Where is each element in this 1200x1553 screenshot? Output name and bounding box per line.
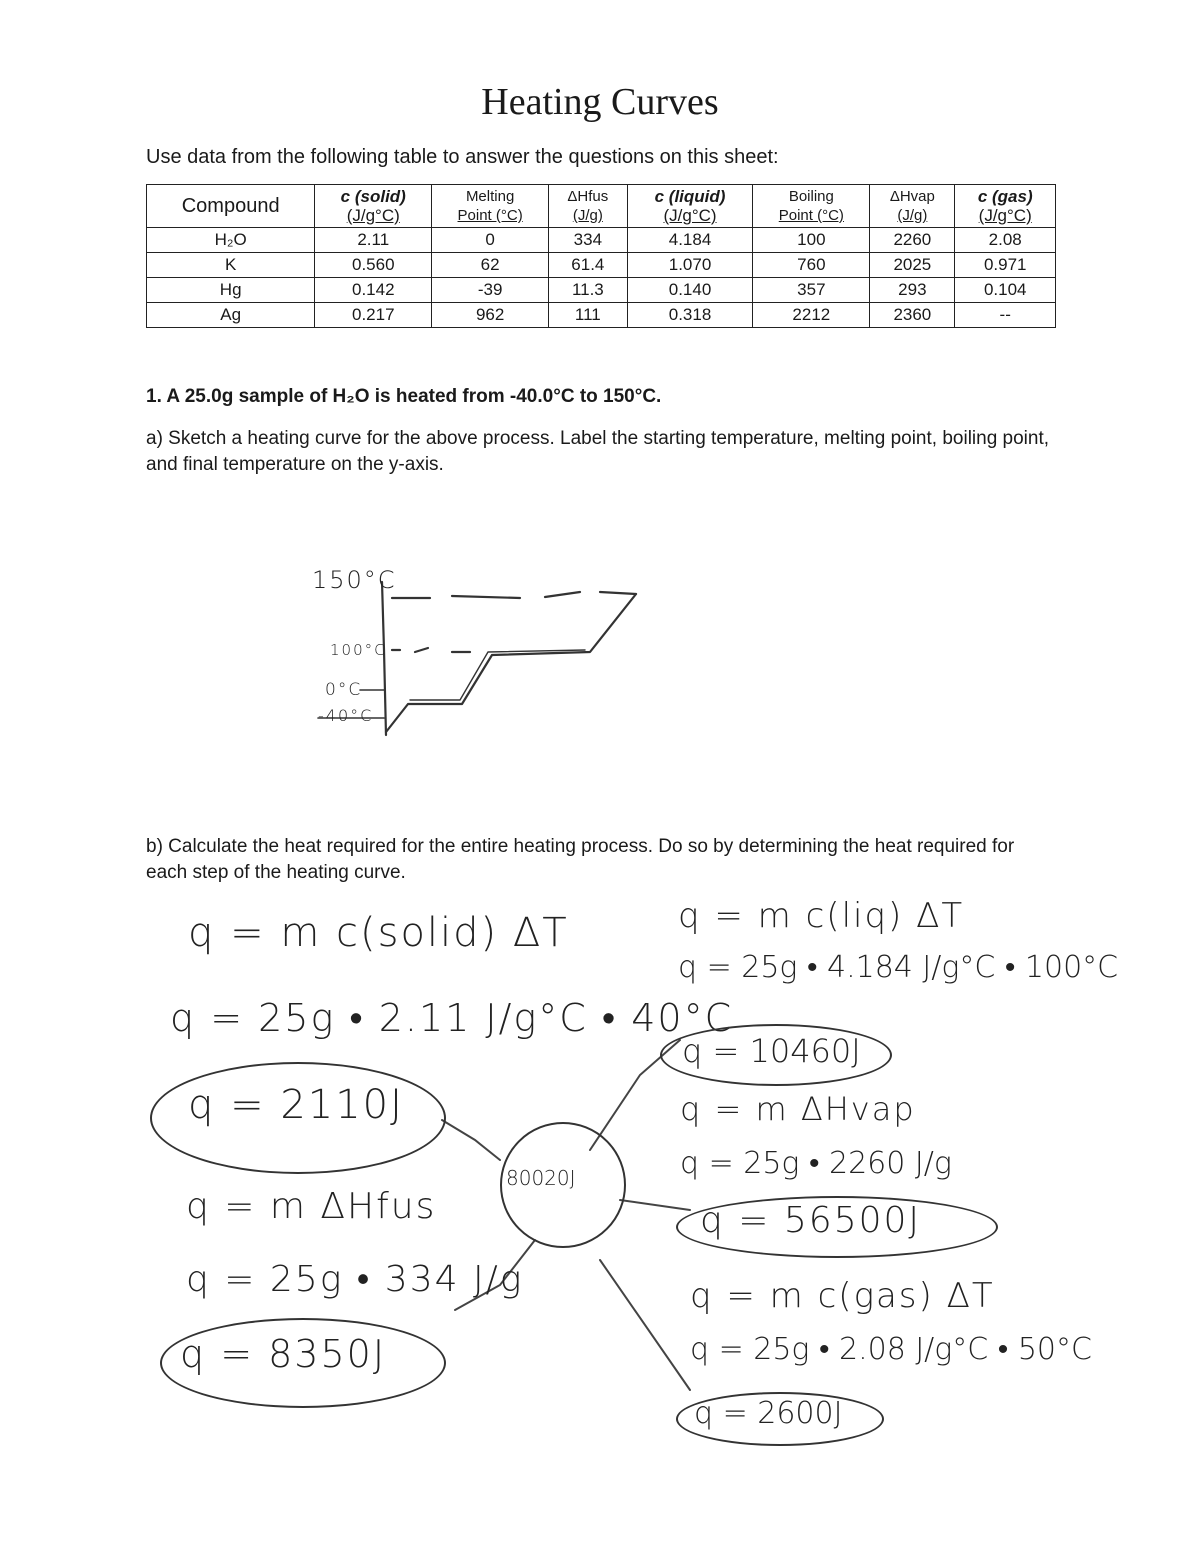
- table-cell: 0.140: [627, 278, 753, 303]
- table-cell: 4.184: [627, 228, 753, 253]
- work-gas-answer: q = 2600J: [694, 1396, 843, 1431]
- table-cell: H₂O: [147, 228, 315, 253]
- table-cell: 962: [432, 303, 549, 328]
- header-dh-fus: ΔHfus (J/g): [549, 185, 628, 228]
- sketch-label-start: -40°C: [318, 706, 374, 725]
- table-row: [147, 303, 1056, 328]
- table-cell: 0.560: [315, 253, 432, 278]
- work-fusion-substitution: q = 25g • 334 J/g: [186, 1259, 524, 1300]
- question-1: 1. A 25.0g sample of H₂O is heated from -40.0°C to 150°C.: [146, 386, 662, 407]
- table-cell: 0: [432, 228, 549, 253]
- table-row: [147, 253, 1056, 278]
- sketch-label-0: 0°C: [325, 680, 363, 700]
- work-liquid-formula: q = m c(liq) ΔT: [678, 896, 965, 936]
- header-compound: Compound: [147, 185, 315, 228]
- table-cell: 0.217: [315, 303, 432, 328]
- table-cell: 0.142: [315, 278, 432, 303]
- data-table: [146, 184, 1056, 328]
- table-cell: 62: [432, 253, 549, 278]
- table-cell: 2.11: [315, 228, 432, 253]
- table-cell: 2360: [870, 303, 955, 328]
- header-c-liquid: c (liquid) (J/g°C): [627, 185, 753, 228]
- work-solid-substitution: q = 25g • 2.11 J/g°C • 40°C: [170, 996, 734, 1040]
- table-row: [147, 228, 1056, 253]
- sketch-label-100: 100°C: [330, 641, 387, 659]
- table-row: [147, 278, 1056, 303]
- table-header-row: [147, 185, 1056, 228]
- table-cell: 293: [870, 278, 955, 303]
- table-cell: Ag: [147, 303, 315, 328]
- work-liquid-substitution: q = 25g • 4.184 J/g°C • 100°C: [678, 950, 1119, 985]
- table-cell: 0.104: [955, 278, 1056, 303]
- header-melting-point: Melting Point (°C): [432, 185, 549, 228]
- work-vapor-formula: q = m ΔHvap: [680, 1090, 916, 1128]
- work-fusion-answer: q = 8350J: [180, 1332, 387, 1376]
- table-cell: --: [955, 303, 1056, 328]
- table-cell: 61.4: [549, 253, 628, 278]
- intro-text: Use data from the following table to answer the questions on this sheet:: [146, 146, 779, 168]
- work-vapor-substitution: q = 25g • 2260 J/g: [680, 1146, 952, 1181]
- table-cell: 2212: [753, 303, 870, 328]
- header-boiling-point: Boiling Point (°C): [753, 185, 870, 228]
- work-fusion-formula: q = m ΔHfus: [186, 1186, 437, 1227]
- table-cell: 357: [753, 278, 870, 303]
- work-gas-formula: q = m c(gas) ΔT: [690, 1276, 995, 1316]
- connector-vapor: [620, 1200, 690, 1210]
- sketch-label-150: 150°C: [312, 566, 397, 594]
- table-cell: 11.3: [549, 278, 628, 303]
- work-solid-answer: q = 2110J: [188, 1082, 404, 1128]
- table-cell: 760: [753, 253, 870, 278]
- table-cell: K: [147, 253, 315, 278]
- sketch-curve-shadow: [410, 650, 585, 700]
- header-c-solid: c (solid) (J/g°C): [315, 185, 432, 228]
- connector-solid: [442, 1120, 500, 1160]
- table-cell: 2.08: [955, 228, 1056, 253]
- connector-gas: [600, 1260, 690, 1390]
- table-cell: 334: [549, 228, 628, 253]
- question-1a: a) Sketch a heating curve for the above process. Label the starting temperature, melting point, boiling point, and final temperature on the y-axis.: [146, 428, 1050, 475]
- work-vapor-answer: q = 56500J: [700, 1200, 922, 1241]
- page-title: Heating Curves: [481, 81, 719, 123]
- sketch-dash-150: [392, 592, 636, 598]
- sketch-curve: [386, 594, 636, 732]
- table-cell: 1.070: [627, 253, 753, 278]
- sketch-dash-100: [392, 648, 470, 652]
- header-c-gas: c (gas) (J/g°C): [955, 185, 1056, 228]
- table-cell: 0.971: [955, 253, 1056, 278]
- table-cell: 2260: [870, 228, 955, 253]
- work-solid-formula: q = m c(solid) ΔT: [188, 910, 569, 956]
- table-cell: -39: [432, 278, 549, 303]
- total-answer: 80020J: [506, 1166, 576, 1190]
- header-dh-vap: ΔHvap (J/g): [870, 185, 955, 228]
- question-1b: b) Calculate the heat required for the entire heating process. Do so by determining the heat required for each step of the heating curve.: [146, 836, 1015, 883]
- table-cell: Hg: [147, 278, 315, 303]
- table-cell: 100: [753, 228, 870, 253]
- work-liquid-answer: q = 10460J: [682, 1032, 861, 1070]
- table-cell: 0.318: [627, 303, 753, 328]
- table-cell: 2025: [870, 253, 955, 278]
- table-cell: 111: [549, 303, 628, 328]
- work-gas-substitution: q = 25g • 2.08 J/g°C • 50°C: [690, 1332, 1092, 1367]
